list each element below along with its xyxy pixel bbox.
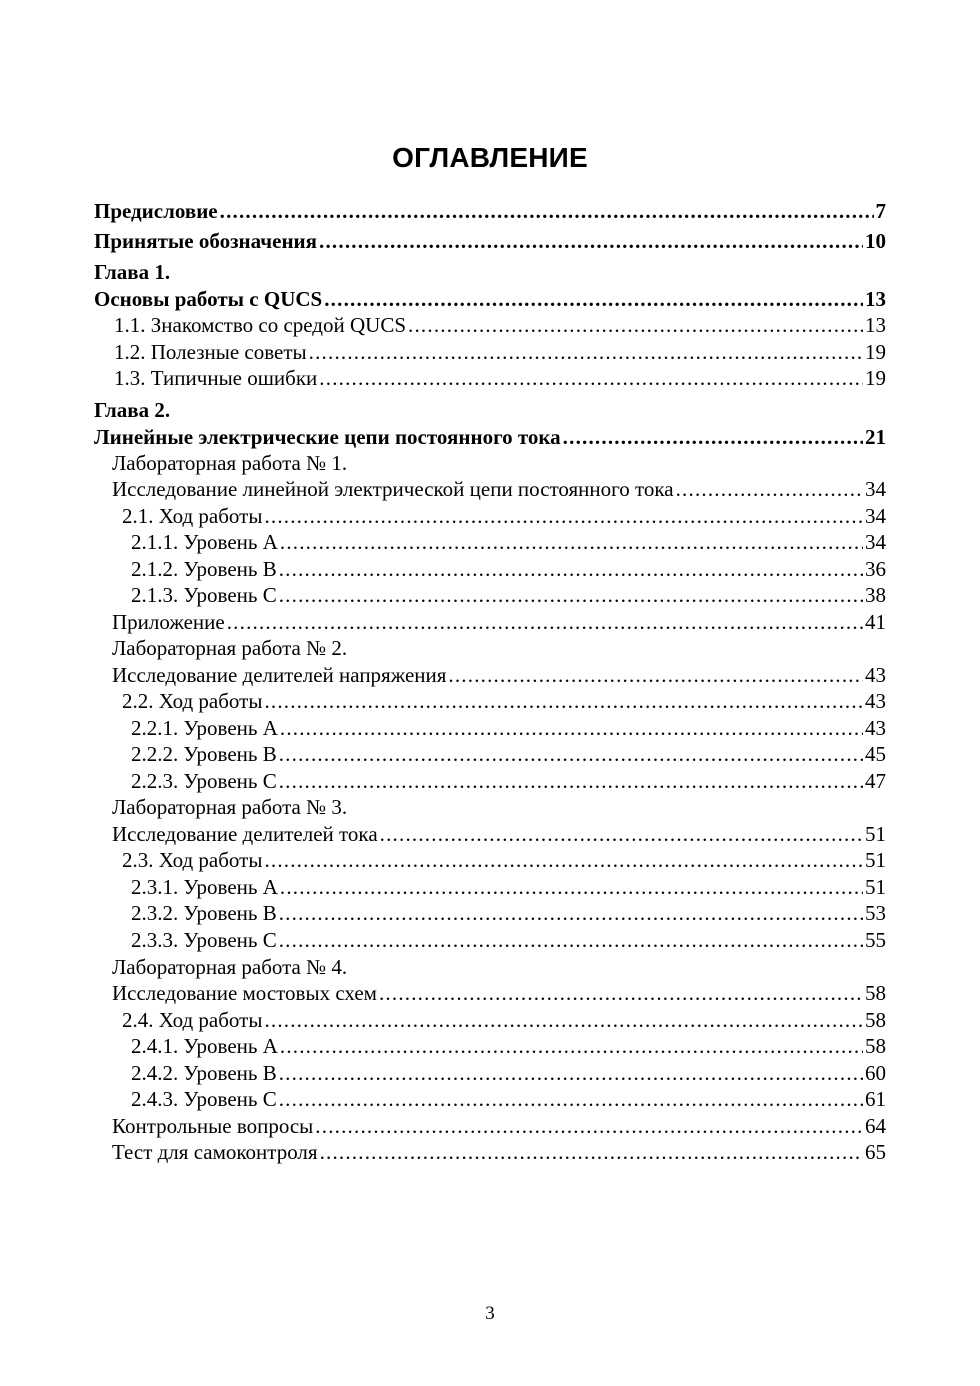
- toc-entry-page: 34: [865, 504, 886, 528]
- toc-leader-dots: [227, 609, 863, 635]
- toc-leader-dots: [380, 821, 863, 847]
- toc-chapter-heading: [94, 259, 886, 285]
- toc-entry-page: 61: [865, 1087, 886, 1111]
- toc-entry-label: 2.2. Ход работы: [122, 689, 263, 713]
- toc-entry[interactable]: [131, 768, 886, 794]
- toc-entry-label: Тест для самоконтроля: [112, 1140, 318, 1164]
- toc-entry-label: 2.2.1. Уровень А: [131, 716, 278, 740]
- toc-leader-dots: [448, 662, 863, 688]
- toc-leader-dots: [279, 900, 863, 926]
- toc-leader-dots: [264, 1007, 863, 1033]
- toc-entry-label: 2.3.1. Уровень А: [131, 875, 278, 899]
- toc-entry-page: 58: [865, 1034, 886, 1058]
- toc-entry-label: 2.1.3. Уровень С: [131, 583, 277, 607]
- toc-entry-label: 2.4.3. Уровень С: [131, 1087, 277, 1111]
- toc-entry-label: Лабораторная работа № 4.: [112, 955, 348, 979]
- toc-entry-page: 43: [865, 716, 886, 740]
- toc-entry[interactable]: [114, 339, 886, 365]
- toc-entry-label: Глава 2.: [94, 398, 171, 422]
- toc-leader-dots: [279, 582, 863, 608]
- toc-leader-dots: [264, 503, 863, 529]
- toc-entry-label: Глава 1.: [94, 260, 171, 284]
- toc-entry-page: 36: [865, 557, 886, 581]
- toc-leader-dots: [279, 927, 863, 953]
- toc-entry-label: 2.2.2. Уровень В: [131, 742, 277, 766]
- toc-leader-dots: [563, 424, 863, 450]
- toc-leader-dots: [319, 365, 863, 391]
- toc-leader-dots: [279, 556, 863, 582]
- toc-leader-dots: [319, 228, 863, 254]
- toc-leader-dots: [264, 688, 863, 714]
- toc-leader-dots: [280, 715, 863, 741]
- toc-entry-page: 47: [865, 769, 886, 793]
- toc-entry[interactable]: [131, 1086, 886, 1112]
- toc-leader-dots: [264, 847, 863, 873]
- toc-entry-page: 7: [875, 199, 886, 223]
- toc-entry-page: 55: [865, 928, 886, 952]
- toc-entry-page: 64: [865, 1114, 886, 1138]
- toc-entry[interactable]: [112, 821, 886, 847]
- toc-entry-page: 13: [865, 287, 886, 311]
- toc-entry[interactable]: [122, 847, 886, 873]
- toc-entry-label: Приложение: [112, 610, 225, 634]
- toc-entry-label: 2.1.1. Уровень А: [131, 530, 278, 554]
- toc-leader-dots: [279, 1060, 863, 1086]
- toc-entry-page: 41: [865, 610, 886, 634]
- page-number: 3: [485, 1303, 495, 1324]
- toc-leader-dots: [379, 980, 863, 1006]
- toc-entry[interactable]: [131, 900, 886, 926]
- toc-entry[interactable]: [131, 927, 886, 953]
- toc-lab-heading: [112, 794, 886, 820]
- toc-entry[interactable]: [131, 715, 886, 741]
- toc-entry-page: 19: [865, 366, 886, 390]
- toc-leader-dots: [309, 339, 863, 365]
- toc-entry-label: 2.4.2. Уровень В: [131, 1061, 277, 1085]
- toc-entry-label: 2.1. Ход работы: [122, 504, 263, 528]
- toc-entry-page: 51: [865, 822, 886, 846]
- toc-entry-label: Исследование делителей напряжения: [112, 663, 447, 687]
- toc-entry-label: Лабораторная работа № 2.: [112, 636, 348, 660]
- toc-entry-page: 45: [865, 742, 886, 766]
- toc-lab-heading: [112, 635, 886, 661]
- toc-entry-page: 34: [865, 530, 886, 554]
- toc-entry-page: 58: [865, 1008, 886, 1032]
- toc-entry[interactable]: [112, 1139, 886, 1165]
- toc-entry-label: 2.4.1. Уровень А: [131, 1034, 278, 1058]
- toc-entry[interactable]: [112, 980, 886, 1006]
- toc-entry[interactable]: [122, 1007, 886, 1033]
- toc-entry-page: 34: [865, 477, 886, 501]
- toc-entry-label: 2.4. Ход работы: [122, 1008, 263, 1032]
- toc-entry-label: Лабораторная работа № 3.: [112, 795, 348, 819]
- toc-entry[interactable]: [131, 582, 886, 608]
- toc-entry[interactable]: [112, 609, 886, 635]
- toc-lab-heading: [112, 954, 886, 980]
- toc-entry-label: 2.3. Ход работы: [122, 848, 263, 872]
- toc-leader-dots: [320, 1139, 863, 1165]
- toc-entry-page: 13: [865, 313, 886, 337]
- toc-entry-page: 43: [865, 663, 886, 687]
- toc-leader-dots: [279, 768, 863, 794]
- toc-entry-page: 58: [865, 981, 886, 1005]
- toc-leader-dots: [279, 741, 863, 767]
- toc-entry-page: 60: [865, 1061, 886, 1085]
- toc-leader-dots: [408, 312, 863, 338]
- toc-entry-label: 2.3.3. Уровень С: [131, 928, 277, 952]
- toc-entry-page: 51: [865, 848, 886, 872]
- toc-entry[interactable]: [114, 312, 886, 338]
- toc-entry-page: 53: [865, 901, 886, 925]
- toc-entry-label: Предисловие: [94, 199, 218, 223]
- toc-entry[interactable]: [94, 286, 886, 312]
- toc-entry-label: Принятые обозначения: [94, 229, 318, 253]
- toc-leader-dots: [279, 1086, 863, 1112]
- toc-entry[interactable]: [94, 228, 886, 254]
- toc-leader-dots: [280, 529, 863, 555]
- toc-entry-page: 51: [865, 875, 886, 899]
- toc-entry-label: Линейные электрические цепи постоянного тока: [94, 425, 561, 449]
- toc-leader-dots: [676, 476, 863, 502]
- toc-entry-page: 19: [865, 340, 886, 364]
- toc-entry-label: Исследование линейной электрической цепи постоянного тока: [112, 477, 674, 501]
- toc-leader-dots: [280, 874, 863, 900]
- toc-entry-label: 1.3. Типичные ошибки: [114, 366, 318, 390]
- toc-entry-label: 1.1. Знакомство со средой QUCS: [114, 313, 407, 337]
- toc-entry-label: Лабораторная работа № 1.: [112, 451, 348, 475]
- toc-entry[interactable]: [112, 476, 886, 502]
- toc-entry-label: Контрольные вопросы: [112, 1114, 314, 1138]
- toc-entry[interactable]: [122, 503, 886, 529]
- toc-entry-page: 43: [865, 689, 886, 713]
- toc-entry[interactable]: [131, 741, 886, 767]
- toc-entry-label: Основы работы с QUCS: [94, 287, 323, 311]
- toc-entry[interactable]: [131, 874, 886, 900]
- toc-entry[interactable]: [94, 424, 886, 450]
- toc-entry-label: 2.3.2. Уровень В: [131, 901, 277, 925]
- toc-entry-page: 38: [865, 583, 886, 607]
- toc-entry[interactable]: [122, 688, 886, 714]
- toc-entry[interactable]: [114, 365, 886, 391]
- toc-entry[interactable]: [131, 1033, 886, 1059]
- toc-entry-page: 65: [865, 1140, 886, 1164]
- toc-entry[interactable]: [131, 529, 886, 555]
- page-title: ОГЛАВЛЕНИЕ: [392, 142, 588, 173]
- toc-entry[interactable]: [131, 1060, 886, 1086]
- toc-entry[interactable]: [112, 662, 886, 688]
- toc-entry-page: 10: [865, 229, 886, 253]
- toc-leader-dots: [220, 198, 874, 224]
- toc-entry[interactable]: [94, 198, 886, 224]
- toc-leader-dots: [315, 1113, 863, 1139]
- toc-entry-label: Исследование делителей тока: [112, 822, 378, 846]
- toc-leader-dots: [280, 1033, 863, 1059]
- toc-leader-dots: [324, 286, 863, 312]
- toc-lab-heading: [112, 450, 886, 476]
- toc-entry[interactable]: [131, 556, 886, 582]
- toc-entry-label: 2.1.2. Уровень В: [131, 557, 277, 581]
- toc-chapter-heading: [94, 397, 886, 423]
- toc-entry-page: 21: [865, 425, 886, 449]
- toc-entry-label: 1.2. Полезные советы: [114, 340, 307, 364]
- toc-entry-label: Исследование мостовых схем: [112, 981, 377, 1005]
- toc-entry-label: 2.2.3. Уровень С: [131, 769, 277, 793]
- toc-entry[interactable]: [112, 1113, 886, 1139]
